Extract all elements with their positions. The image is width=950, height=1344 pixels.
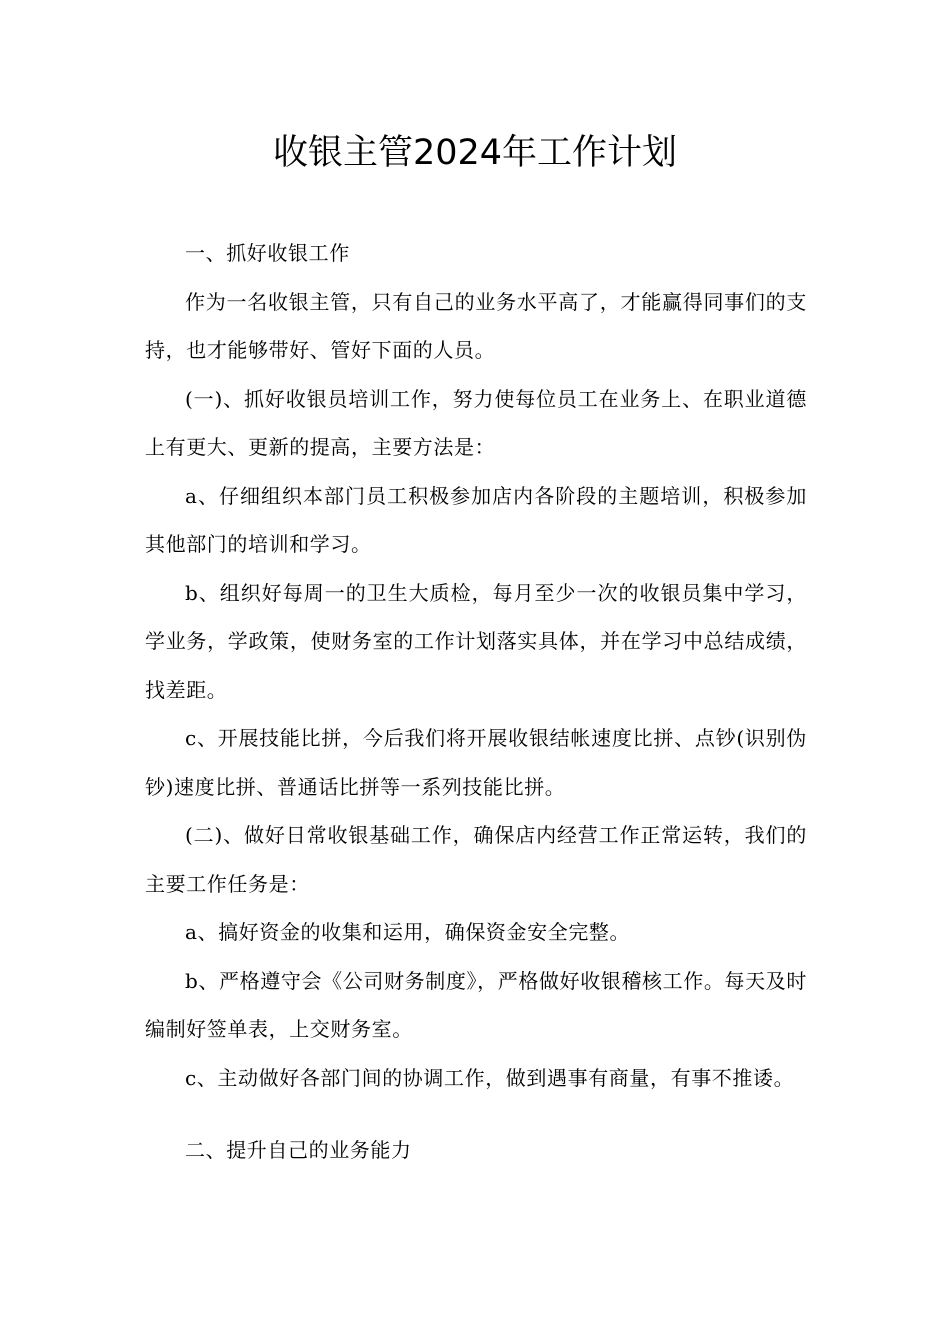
paragraph: b、组织好每周一的卫生大质检，每月至少一次的收银员集中学习，学业务，学政策，使财务室的工作计划落实具体，并在学习中总结成绩，找差距。: [145, 580, 807, 702]
section-heading-2: 二、提升自己的业务能力: [185, 1138, 412, 1162]
paragraph: (二)、做好日常收银基础工作，确保店内经营工作正常运转，我们的主要工作任务是：: [145, 823, 807, 896]
paragraph: a、搞好资金的收集和运用，确保资金安全完整。: [185, 920, 631, 944]
paragraph: (一)、抓好收银员培训工作，努力使每位员工在业务上、在职业道德上有更大、更新的提高，主要方法是：: [145, 386, 807, 459]
paragraph: a、仔细组织本部门员工积极参加店内各阶段的主题培训，积极参加其他部门的培训和学习。: [145, 483, 807, 556]
document-title: 收银主管2024年工作计划: [272, 133, 678, 173]
document-body: [145, 229, 807, 1175]
paragraph: b、严格遵守会《公司财务制度》，严格做好收银稽核工作。每天及时编制好签单表，上交财务室。: [145, 968, 807, 1041]
paragraph: c、主动做好各部门间的协调工作，做到遇事有商量，有事不推诿。: [185, 1065, 795, 1090]
section-heading-1: 一、抓好收银工作: [185, 241, 350, 265]
paragraph: c、开展技能比拼，今后我们将开展收银结帐速度比拼、点钞(识别伪钞)速度比拼、普通话比拼等一系列技能比拼。: [145, 726, 807, 799]
paragraph: 作为一名收银主管，只有自己的业务水平高了，才能赢得同事们的支持，也才能够带好、管好下面的人员。: [145, 289, 807, 362]
